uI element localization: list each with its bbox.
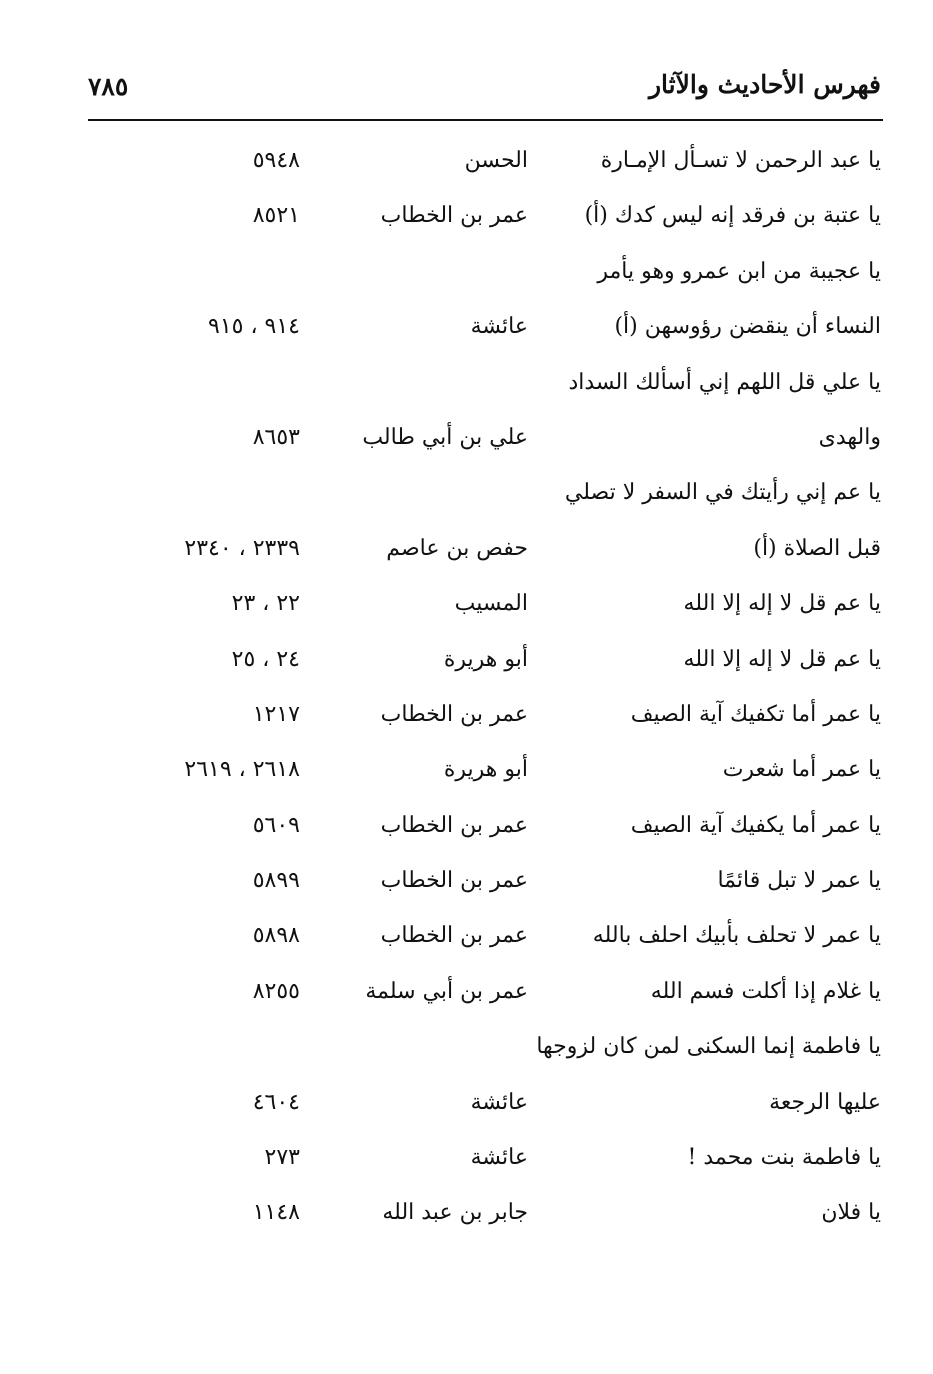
hadith-text: يا غلام إذا أكلت فسم الله: [650, 978, 881, 1004]
hadith-text: يا عجيبة من ابن عمرو وهو يأمر: [597, 258, 881, 284]
hadith-text: عليها الرجعة: [769, 1089, 881, 1115]
reference-numbers: ٢٦١٨ ، ٢٦١٩: [184, 757, 300, 783]
reference-numbers: ٥٩٤٨: [252, 148, 300, 173]
reference-numbers: ٩١٤ ، ٩١٥: [208, 314, 300, 340]
list-item: [0, 417, 933, 472]
list-item: [0, 362, 933, 417]
narrator: عائشة: [470, 1145, 528, 1171]
narrator: عمر بن أبي سلمة: [365, 978, 528, 1004]
hadith-text: يا عتبة بن فرقد إنه ليس كدك (أ): [584, 203, 881, 229]
narrator: عمر بن الخطاب: [380, 923, 528, 949]
hadith-text: يا عم قل لا إله إلا الله: [683, 646, 881, 672]
narrator: عمر بن الخطاب: [380, 812, 528, 838]
hadith-text: يا عمر أما شعرت: [722, 757, 881, 783]
hadith-text: يا عمر أما تكفيك آية الصيف: [630, 701, 881, 727]
hadith-text: يا فاطمة بنت محمد !: [687, 1145, 881, 1171]
narrator: أبو هريرة: [443, 757, 528, 783]
reference-numbers: ٢٢ ، ٢٣: [231, 591, 300, 617]
list-item: [0, 860, 933, 915]
hadith-text: يا فلان: [821, 1200, 881, 1226]
reference-numbers: ٨٦٥٣: [252, 424, 300, 450]
list-item: [0, 805, 933, 860]
hadith-text: يا علي قل اللهم إني أسألك السداد: [568, 369, 881, 395]
narrator: عمر بن الخطاب: [380, 701, 528, 727]
hadith-text: النساء أن ينقضن رؤوسهن (أ): [614, 314, 881, 340]
hadith-text: قبل الصلاة (أ): [753, 535, 881, 561]
hadith-text: يا عمر لا تبل قائمًا: [717, 868, 881, 894]
list-item: [0, 251, 933, 306]
hadith-text: يا فاطمة إنما السكنى لمن كان لزوجها: [536, 1034, 881, 1060]
hadith-text: يا عمر أما يكفيك آية الصيف: [630, 812, 881, 838]
reference-numbers: ٨٥٢١: [252, 203, 300, 229]
reference-numbers: ٢٤ ، ٢٥: [231, 646, 300, 672]
list-item: [0, 1082, 933, 1137]
narrator: الحسن: [464, 148, 528, 173]
list-item: [0, 749, 933, 804]
reference-numbers: ١٢١٧: [252, 701, 300, 727]
page-number: ٧٨٥: [88, 72, 129, 101]
narrator: جابر بن عبد الله: [382, 1200, 528, 1226]
list-item: [0, 306, 933, 361]
narrator: عمر بن الخطاب: [380, 868, 528, 894]
hadith-text: يا عبد الرحمن لا تسـأل الإمـارة: [600, 148, 881, 173]
narrator: حفص بن عاصم: [386, 535, 528, 561]
reference-numbers: ٥٨٩٩: [252, 868, 300, 894]
page-title: فهرس الأحاديث والآثار: [648, 70, 881, 99]
list-item: [0, 583, 933, 638]
narrator: علي بن أبي طالب: [362, 424, 528, 450]
index-list: [0, 140, 933, 1248]
hadith-text: يا عمر لا تحلف بأبيك احلف بالله: [592, 923, 881, 949]
reference-numbers: ١١٤٨: [252, 1200, 300, 1226]
list-item: [0, 1192, 933, 1247]
list-item: [0, 1026, 933, 1081]
list-item: [0, 694, 933, 749]
list-item: [0, 472, 933, 527]
hadith-text: يا عم إني رأيتك في السفر لا تصلي: [564, 480, 881, 506]
hadith-text: يا عم قل لا إله إلا الله: [683, 591, 881, 617]
reference-numbers: ٥٦٠٩: [252, 812, 300, 838]
reference-numbers: ٢٧٣: [264, 1145, 300, 1171]
list-item: [0, 1137, 933, 1192]
list-item: [0, 195, 933, 250]
narrator: عمر بن الخطاب: [380, 203, 528, 229]
list-item: [0, 639, 933, 694]
reference-numbers: ٨٢٥٥: [252, 978, 300, 1004]
narrator: أبو هريرة: [443, 646, 528, 672]
list-item: [0, 140, 933, 195]
list-item: [0, 528, 933, 583]
narrator: عائشة: [470, 1089, 528, 1115]
narrator: عائشة: [470, 314, 528, 340]
hadith-text: والهدى: [818, 424, 881, 450]
reference-numbers: ٥٨٩٨: [252, 923, 300, 949]
header-divider: [88, 119, 883, 121]
narrator: المسيب: [454, 591, 528, 617]
reference-numbers: ٢٣٣٩ ، ٢٣٤٠: [184, 535, 300, 561]
reference-numbers: ٤٦٠٤: [252, 1089, 300, 1115]
list-item: [0, 971, 933, 1026]
list-item: [0, 915, 933, 970]
